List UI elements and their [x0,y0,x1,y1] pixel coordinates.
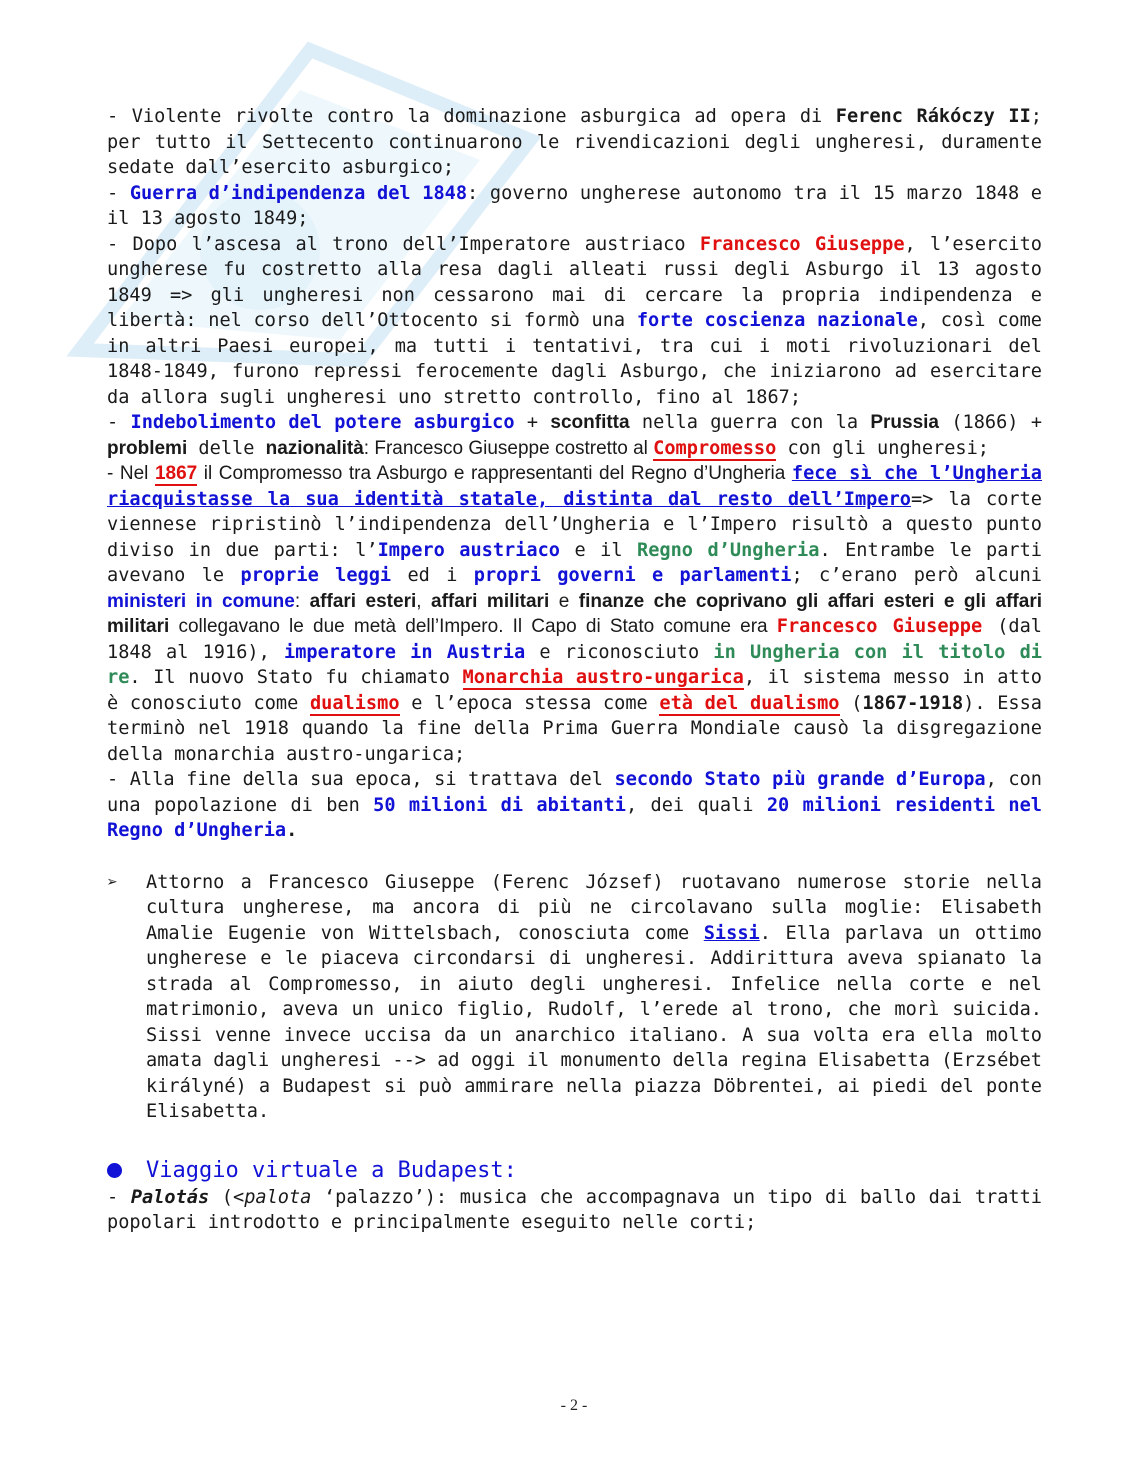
paragraph-compromesso: - Indebolimento del potere asburgico + sconfitta nella guerra con la Prussia (1866) + problemi delle nazionalità: Francesco Giuseppe costretto al Compromesso con gli ungheresi; [107,412,1043,459]
emphasis: ministeri in comune [107,590,295,612]
paragraph-francesco-giuseppe: - Dopo l’ascesa al trono dell’Imperatore austriaco Francesco Giuseppe, l’esercito ungherese fu costretto alla resa dagli alleati russi degli Asburgo il 13 agosto 1849 => gli ungheresi non cessarono mai di cercare la propria indipendenza e libertà: nel corso dell’Ottocento si formò una forte coscienza nazionale, così come in altri Paesi europei, ma tutti i tentativi, tra cui i moti rivoluzionari del 1848-1849, furono repressi ferocemente dagli Asburgo, che iniziarono ad esercitare da allora sugli ungheresi uno stretto controllo, fino al 1867; [107,233,1042,408]
emphasis: Regno d’Ungheria [637,539,820,561]
page-number: - 2 - [560,1397,588,1414]
emphasis: fece sì che l’Ungheria riacquistasse la sua identità statale, distinta dal resto dell’Impero [107,463,1043,510]
section-heading: Viaggio virtuale a Budapest: [107,1157,1042,1185]
emphasis: forte coscienza nazionale [636,310,918,331]
emphasis: affari militari [431,590,550,612]
emphasis: Francesco Giuseppe [699,233,905,255]
emphasis: dualismo [309,692,400,714]
emphasis: Monarchia austro-ungarica [462,667,744,688]
emphasis: Prussia [870,412,939,433]
emphasis: 20 milioni residenti nel Regno d’Ungheria [107,794,1042,841]
emphasis: Palotás [130,1186,210,1208]
emphasis: propri governi e parlamenti [473,565,792,586]
emphasis: proprie leggi [240,565,392,586]
emphasis: in Ungheria con il titolo di re [107,641,1042,688]
paragraph-palotas: - Palotás (<palota ‘palazzo’): musica che accompagnava un tipo di ballo dai tratti popolari introdotto e principalmente eseguito nelle corti; [107,1186,1042,1233]
bullet-sissi [107,870,1042,1125]
emphasis: finanze che coprivano gli affari esteri e gli affari militari [107,590,1042,637]
emphasis: Ferenc Rákóczy II [835,106,1031,127]
paragraph-popolazione: - Alla fine della sua epoca, si trattava del secondo Stato più grande d’Europa, con una popolazione di ben 50 milioni di abitanti, dei quali 20 milioni residenti nel Regno d’Ungheria. [107,769,1042,841]
emphasis: Compromesso [653,437,777,459]
emphasis: Sissi [703,922,760,944]
emphasis: imperatore in Austria [284,641,526,663]
paragraph-1867: - Nel 1867 il Compromesso tra Asburgo e rappresentanti del Regno d’Ungheria fece sì che l’Ungheria riacquistasse la sua identità statale, distinta dal resto dell’Impero=> la corte viennese ripristinò l’indipendenza dell’Ungheria e l’Impero risultò a questo punto diviso in due parti: l’Impero austriaco e il Regno d’Ungheria. Entrambe le parti avevano le proprie leggi ed i propri governi e parlamenti; c’erano però alcuni ministeri in comune: affari esteri, affari militari e finanze che coprivano gli affari esteri e gli affari militari collegavano le due metà dell’Impero. Il Capo di Stato comune era Francesco Giuseppe (dal 1848 al 1916), imperatore in Austria e riconosciuto in Ungheria con il titolo di re. Il nuovo Stato fu chiamato Monarchia austro-ungarica, il sistema messo in atto è conosciuto come dualismo e l’epoca stessa come età del dualismo (1867-1918). Essa terminò nel 1918 quando la fine della Prima Guerra Mondiale causò la disgregazione della monarchia austro-ungarica; [107,463,1043,765]
emphasis: affari esteri [309,590,417,612]
bullet-text: Attorno a Francesco Giuseppe (Ferenc József) ruotavano numerose storie nella cultura ungherese, ma ancora di più ne circolavano sulla moglie: Elisabeth Amalie Eugenie von Wittelsbach, conosciuta come Sissi. Ella parlava un ottimo ungherese e le piaceva circondarsi di ungheresi. Addirittura aveva spianato la strada al Compromesso, in aiuto degli ungheresi. Infelice nella corte e nel matrimonio, aveva un unico figlio, Rudolf, l’erede al trono, che morì suicida. Sissi venne invece uccisa da un anarchico italiano. A sua volta era ella molto amata dagli ungheresi --> ad oggi il monumento della regina Elisabetta (Erzsébet királyné) a Budapest si può ammirare nella piazza Döbrentei, ai piedi del ponte Elisabetta. [146,871,1042,1122]
paragraph-rakoczy: - Violente rivolte contro la dominazione asburgica ad opera di Ferenc Rákóczy II; per tutto il Settecento continuarono le rivendicazioni degli ungheresi, duramente sedate dall’esercito asburgico; [107,106,1042,178]
emphasis: 1867 [154,463,198,484]
emphasis: età del dualismo [659,692,840,714]
arrow-bullet-icon: ➢ [107,871,118,893]
emphasis: Indebolimento del potere asburgico [130,412,515,433]
paragraph-1848: - Guerra d’indipendenza del 1848: governo ungherese autonomo tra il 15 marzo 1848 e il 13 agosto 1849; [107,182,1042,229]
emphasis: sconfitta [550,412,630,433]
emphasis: secondo Stato più grande d’Europa [614,769,986,790]
emphasis: Guerra d’indipendenza del 1848 [129,182,468,204]
emphasis: 1867-1918 [862,692,964,714]
emphasis: problemi [107,437,188,459]
emphasis: Impero austriaco [377,539,561,561]
emphasis: nazionalità [265,437,364,459]
emphasis: Francesco Giuseppe [776,616,983,637]
emphasis: 50 milioni di abitanti [373,794,626,816]
document-body [107,104,1042,1236]
blue-dot-icon [107,1163,122,1178]
